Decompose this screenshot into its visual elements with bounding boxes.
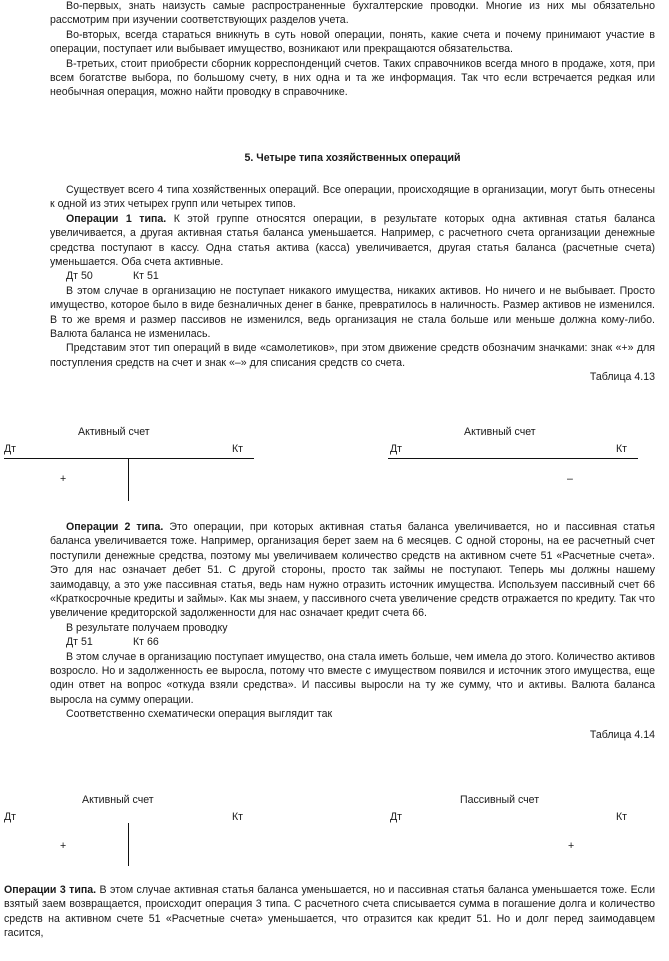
table-4-14-caption: Таблица 4.14 <box>589 728 655 741</box>
section-heading-block <box>50 151 655 165</box>
t-account-4-14-left <box>0 793 270 873</box>
t-account-debit-label: Дт <box>4 443 17 455</box>
t-account-credit-label: Кт <box>616 811 628 823</box>
section-body-1 <box>50 183 655 385</box>
table-4-13-caption: Таблица 4.13 <box>589 371 655 384</box>
paragraph-first: Во-первых, знать наизусть самые распространенные бухгалтерские проводки. Многие из них мы обязательно рассмотрим при изучении соответствующих разделов учета. <box>50 0 655 27</box>
intro-block <box>50 0 655 100</box>
t-account-title: Активный счет <box>82 794 154 806</box>
t-account-horizontal-line <box>4 458 254 459</box>
section-intro: Существует всего 4 типа хозяйственных операций. Все операции, происходящие в организации, могут быть отнесены к одной из этих четырех групп или четырех типов. <box>50 184 655 211</box>
t-account-sign: + <box>60 473 67 485</box>
op2-entry-debit: Дт 51 <box>66 636 93 649</box>
t-account-sign: – <box>567 473 573 485</box>
op3-text: В этом случае активная статья баланса уменьшается, но и пассивная статья баланса уменьшается тоже. Если взятый заем возвращается, происходит операция 3 типа. С расчетного счета списывается сумма в погашение долга и количество средств на активном счете 51 «Расчетные счета» уменьшается, что отразится как кредит 51. Но и долг перед заимодавцем гасится, <box>4 884 655 940</box>
t-account-sign: + <box>568 840 575 852</box>
paragraph-third: В-третьих, стоит приобрести сборник корреспонденций счетов. Таких справочников всегда много в продаже, хотя, при всем богатстве выбора, по большому счету, в них одна и та же информация. Так что если встречается редкая или необычная операция, можно найти проводку в справочнике. <box>50 57 655 99</box>
section-body-2 <box>50 520 655 742</box>
op2-text: Это операции, при которых активная статья баланса увеличивается, но и пассивная статья баланса увеличивается тоже. Например, организация берет заем на 6 месяцев. С одной стороны, на ее расчетный счет поступили денежные средства, поэтому мы увеличиваем количество средств на активном счете 51 «Расчетные счета». Это для нас означает дебет 51. С другой стороны, просто так займы не поступают. Теперь мы должны нашему заимодавцу, а это уже пассивная статья, ведь нам нужно отразить источник имущества. Используем пассивный счет 66 «Краткосрочные кредиты и займы». Как мы знаем, у пассивного счета увеличение средств отражается по кредиту. Так что увеличение кредиторской задолженности для нас означает кредит счета 66. <box>50 521 655 620</box>
section-body-3 <box>4 883 655 941</box>
t-account-debit-label: Дт <box>390 443 403 455</box>
op3-heading: Операции 3 типа. <box>4 884 97 896</box>
op1-text: К этой группе относятся операции, в результате которых одна активная статья баланса увеличивается, а другая активная статья баланса уменьшается. Например, с расчетного счета организации денежные средства поступают в кассу. Одна статья актива (касса) увеличивается, другая статья баланса (расчетные счета) уменьшается. Оба счета активные. <box>50 212 655 269</box>
section-heading: 5. Четыре типа хозяйственных операций <box>244 152 461 164</box>
paragraph-second: Во-вторых, всегда стараться вникнуть в суть новой операции, понять, какие счета и почему принимают участие в операции, поступает или выбывает имущество, возникают или прекращаются обязательства. <box>50 28 655 56</box>
t-account-4-13-left <box>0 425 260 505</box>
t-account-title: Активный счет <box>78 426 150 438</box>
op1-paragraph <box>50 212 655 270</box>
t-account-title: Активный счет <box>464 426 536 438</box>
t-account-credit-label: Кт <box>232 811 244 823</box>
t-account-4-14-right <box>380 793 660 873</box>
op1-diagram-intro: Представим этот тип операций в виде «самолетиков», при этом движение средств обозначим значками: знак «+» для поступления средств на счет и знак «–» для списания средств со счета. <box>50 342 655 369</box>
t-account-credit-label: Кт <box>232 443 244 455</box>
op2-diagram-intro: Соответственно схематически операция выглядит так <box>66 708 333 721</box>
t-account-sign: + <box>60 840 67 852</box>
op1-entry-credit: Кт 51 <box>133 270 159 283</box>
op1-heading: Операции 1 типа. <box>66 212 167 225</box>
t-account-title: Пассивный счет <box>460 794 540 806</box>
t-account-vertical-line <box>128 458 129 501</box>
t-account-horizontal-line <box>388 458 638 459</box>
op1-entry <box>50 269 655 283</box>
op1-explanation: В этом случае в организацию не поступает никакого имущества, никаких активов. Но ничего и не выбывает. Просто имущество, которое было в виде безналичных денег в банке, превратилось в наличность. Размер активов не изменился. В то же время и размер пассивов не изменился, ведь организация не стала больше или меньше должна кому-либо. Валюта баланса не изменилась. <box>50 284 655 341</box>
t-account-debit-label: Дт <box>4 811 17 823</box>
op2-heading: Операции 2 типа. <box>66 521 164 533</box>
op2-paragraph <box>50 520 655 621</box>
t-account-4-13-right <box>380 425 660 505</box>
op2-entry-credit: Кт 66 <box>133 636 159 649</box>
op2-explanation: В этом случае в организацию поступает имущество, она стала иметь больше, чем имела до этого. Количество активов возросло. Но и задолженность ее выросла, потому что вместе с имуществом появился и источник этого имущества, еще один ответ на вопрос «откуда взяли средства». И пассивы выросли на ту же сумму, что и активы. Валюта баланса выросла на сумму операции. <box>50 650 655 706</box>
op3-paragraph <box>4 883 655 941</box>
t-account-vertical-line <box>128 823 129 866</box>
op1-entry-debit: Дт 50 <box>66 270 93 283</box>
op2-result: В результате получаем проводку <box>66 621 228 634</box>
t-account-debit-label: Дт <box>390 811 403 823</box>
op2-entry <box>50 635 655 649</box>
t-account-credit-label: Кт <box>616 443 628 455</box>
